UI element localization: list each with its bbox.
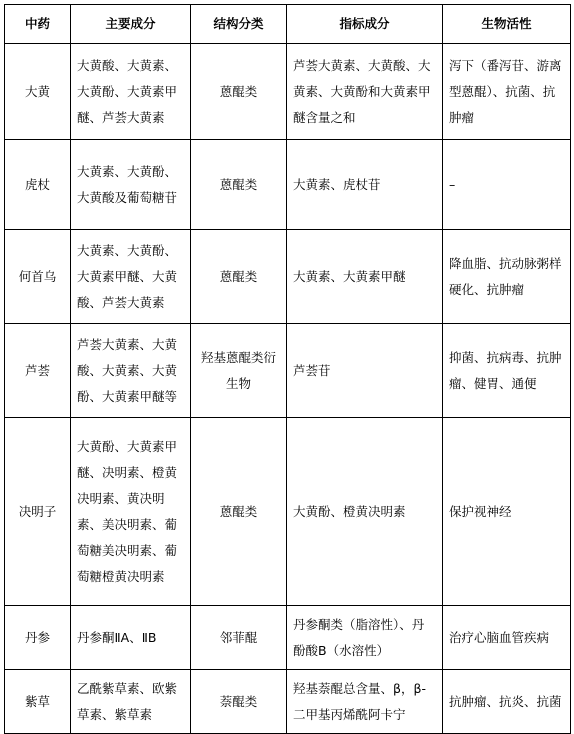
table-row bbox=[5, 418, 571, 606]
header-herb: 中药 bbox=[5, 5, 71, 44]
bioactivity: – bbox=[443, 140, 571, 230]
structure-class: 蒽醌类 bbox=[191, 44, 287, 140]
index-components: 大黄素、大黄素甲醚 bbox=[287, 230, 443, 324]
herb-name: 丹参 bbox=[5, 606, 71, 670]
table-header-row bbox=[5, 5, 571, 44]
structure-class: 蒽醌类 bbox=[191, 418, 287, 606]
structure-class: 邻菲醌 bbox=[191, 606, 287, 670]
main-components: 大黄酸、大黄素、大黄酚、大黄素甲醚、芦荟大黄素 bbox=[71, 44, 191, 140]
index-components: 大黄酚、橙黄决明素 bbox=[287, 418, 443, 606]
main-components: 大黄素、大黄酚、大黄素甲醚、大黄酸、芦荟大黄素 bbox=[71, 230, 191, 324]
header-bioactivity: 生物活性 bbox=[443, 5, 571, 44]
table-row bbox=[5, 324, 571, 418]
main-components: 丹参酮ⅡA、ⅡB bbox=[71, 606, 191, 670]
herbal-components-table bbox=[4, 4, 571, 734]
index-components: 芦荟大黄素、大黄酸、大黄素、大黄酚和大黄素甲醚含量之和 bbox=[287, 44, 443, 140]
bioactivity: 降血脂、抗动脉粥样硬化、抗肿瘤 bbox=[443, 230, 571, 324]
index-components: 芦荟苷 bbox=[287, 324, 443, 418]
herb-name: 芦荟 bbox=[5, 324, 71, 418]
header-structure-class: 结构分类 bbox=[191, 5, 287, 44]
structure-class: 萘醌类 bbox=[191, 670, 287, 734]
header-index-components: 指标成分 bbox=[287, 5, 443, 44]
main-components: 乙酰紫草素、欧紫草素、紫草素 bbox=[71, 670, 191, 734]
herb-name: 决明子 bbox=[5, 418, 71, 606]
herb-name: 虎杖 bbox=[5, 140, 71, 230]
index-components: 羟基萘醌总含量、β，β-二甲基丙烯酰阿卡宁 bbox=[287, 670, 443, 734]
herb-name: 何首乌 bbox=[5, 230, 71, 324]
bioactivity: 泻下（番泻苷、游离型蒽醌）、抗菌、抗肿瘤 bbox=[443, 44, 571, 140]
structure-class: 蒽醌类 bbox=[191, 230, 287, 324]
table-row bbox=[5, 230, 571, 324]
index-components: 大黄素、虎杖苷 bbox=[287, 140, 443, 230]
main-components: 大黄素、大黄酚、大黄酸及葡萄糖苷 bbox=[71, 140, 191, 230]
herb-name: 大黄 bbox=[5, 44, 71, 140]
index-components: 丹参酮类（脂溶性）、丹酚酸B（水溶性） bbox=[287, 606, 443, 670]
bioactivity: 保护视神经 bbox=[443, 418, 571, 606]
table-row bbox=[5, 670, 571, 734]
structure-class: 羟基蒽醌类衍生物 bbox=[191, 324, 287, 418]
table-row bbox=[5, 140, 571, 230]
structure-class: 蒽醌类 bbox=[191, 140, 287, 230]
bioactivity: 抗肿瘤、抗炎、抗菌 bbox=[443, 670, 571, 734]
bioactivity: 抑菌、抗病毒、抗肿瘤、健胃、通便 bbox=[443, 324, 571, 418]
bioactivity: 治疗心脑血管疾病 bbox=[443, 606, 571, 670]
table-row bbox=[5, 606, 571, 670]
main-components: 大黄酚、大黄素甲醚、决明素、橙黄决明素、黄决明素、美决明素、葡萄糖美决明素、葡萄糖橙黄决明素 bbox=[71, 418, 191, 606]
main-components: 芦荟大黄素、大黄酸、大黄素、大黄酚、大黄素甲醚等 bbox=[71, 324, 191, 418]
table-row bbox=[5, 44, 571, 140]
herb-name: 紫草 bbox=[5, 670, 71, 734]
header-main-components: 主要成分 bbox=[71, 5, 191, 44]
